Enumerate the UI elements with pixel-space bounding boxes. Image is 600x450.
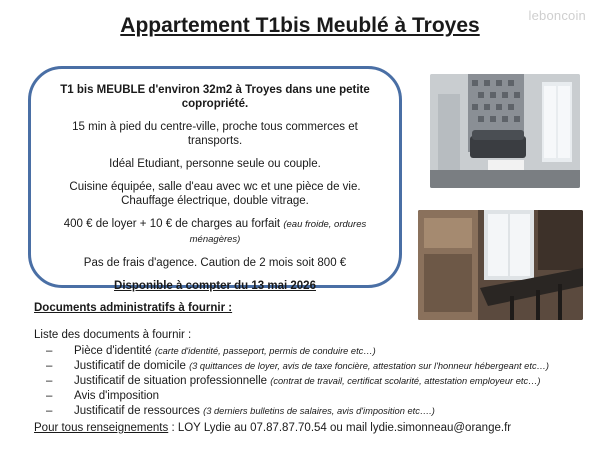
- rent-text: [45, 217, 385, 247]
- availability-text: Disponible à compter du 13 mai 2026: [114, 280, 316, 292]
- list-item: – Justificatif de situation professionnelle (contrat de travail, certificat scolarité, attestation employeur etc…): [46, 375, 541, 387]
- location-text: 15 min à pied du centre-ville, proche tous commerces et transports.: [72, 121, 358, 147]
- list-item: – Justificatif de domicile (3 quittances de loyer, avis de taxe foncière, attestation sur l'honneur hébergeant etc…): [46, 360, 549, 372]
- list-item: – Justificatif de ressources (3 derniers bulletins de salaires, avis d'imposition etc….): [46, 405, 435, 417]
- contact-line: [34, 422, 511, 434]
- page-title: Appartement T1bis Meublé à Troyes: [120, 14, 480, 37]
- living-room-photo: [430, 74, 580, 188]
- documents-list: [34, 344, 574, 419]
- fees-text: Pas de frais d'agence. Caution de 2 mois soit 800 €: [83, 257, 347, 269]
- rent-main: 400 € de loyer + 10 € de charges au forfait: [63, 218, 281, 230]
- list-item: – Pièce d'identité (carte d'identité, passeport, permis de conduire etc…): [46, 345, 376, 357]
- contact-text: : LOY Lydie au 07.87.87.70.54 ou mail lydie.simonneau@orange.fr: [168, 422, 512, 434]
- documents-section: [34, 301, 574, 419]
- rent-note: (eau froide, ordures ménagères): [189, 219, 367, 245]
- list-item: – Avis d'imposition: [46, 390, 160, 402]
- documents-intro: Liste des documents à fournir :: [34, 329, 192, 341]
- lead-text: T1 bis MEUBLE d'environ 32m2 à Troyes dans une petite copropriété.: [60, 84, 370, 110]
- documents-heading: Documents administratifs à fournir :: [34, 302, 233, 314]
- description-box: [28, 66, 402, 292]
- leboncoin-watermark: leboncoin: [528, 8, 586, 23]
- features-text: Cuisine équipée, salle d'eau avec wc et une pièce de vie. Chauffage électrique, double vitrage.: [69, 181, 361, 207]
- contact-label: Pour tous renseignements: [34, 422, 169, 434]
- ideal-text: Idéal Etudiant, personne seule ou couple.: [109, 158, 321, 170]
